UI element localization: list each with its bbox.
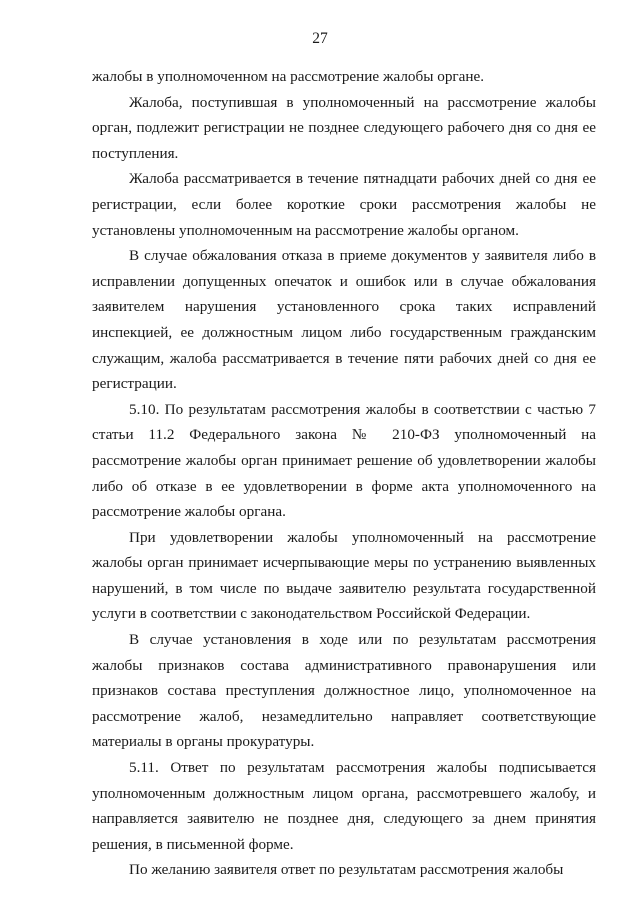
paragraph-refusal-appeal: В случае обжалования отказа в приеме документов у заявителя либо в исправлении допущенных опечаток и ошибок или в случае обжалования заявителем нарушения установленного срока таких исправлений инспекцией, ее должностным лицом либо государственным гражданским служащим, жалоба рассматривается в течение пяти рабочих дней со дня ее регистрации. [92,247,596,393]
paragraph-satisfaction-measures: При удовлетворении жалобы уполномоченный на рассмотрение жалобы орган принимает исчерпывающие меры по устранению выявленных нарушений, в том числе по выдаче заявителю результата государственной услуги в соответствии с законодательством Российской Федерации. [92,528,596,623]
paragraph-complaint-registration: Жалоба, поступившая в уполномоченный на рассмотрение жалобы орган, подлежит регистрации не позднее следующего рабочего дня со дня ее поступления. [92,93,596,162]
paragraph-continuation: жалобы в уполномоченном на рассмотрение жалобы органе. [92,68,485,85]
paragraph-5-11-response: 5.11. Ответ по результатам рассмотрения жалобы подписывается уполномоченным должностным лицом органа, рассмотревшего жалобу, и направляется заявителю не позднее дня, следующего за днем принятия решения, в письменной форме. [92,759,596,853]
page-number: 27 [312,30,328,47]
paragraph-5-10-decision: 5.10. По результатам рассмотрения жалобы в соответствии с частью 7 статьи 11.2 Федерального закона № 210-ФЗ уполномоченный на рассмотрение жалобы орган принимает решение об удовлетворении жалобы либо об отказе в ее удовлетворении в форме акта уполномоченного на рассмотрение жалобы органа. [92,400,596,521]
paragraph-review-period: Жалоба рассматривается в течение пятнадцати рабочих дней со дня ее регистрации, если более короткие сроки рассмотрения жалобы не установлены уполномоченным на рассмотрение жалобы органом. [92,170,596,239]
paragraph-prosecution-referral: В случае установления в ходе или по результатам рассмотрения жалобы признаков состава административного правонарушения или признаков состава преступления должностное лицо, уполномоченное на рассмотрение жалоб, незамедлительно направляет соответствующие материалы в органы прокуратуры. [92,631,596,751]
paragraph-applicant-request: По желанию заявителя ответ по результатам рассмотрения жалобы [129,861,564,879]
document-body [92,64,596,883]
